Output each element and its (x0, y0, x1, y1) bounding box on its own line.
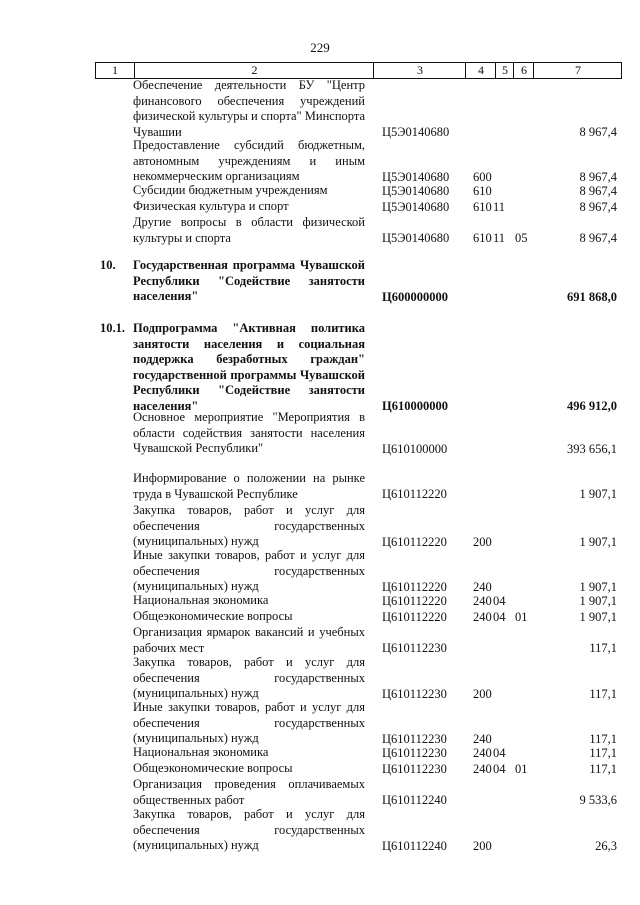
cell-kcsr: Ц610112230 (382, 745, 447, 760)
cell-kcsr: Ц610112220 (382, 579, 447, 594)
cell-vr: 240 (473, 745, 492, 760)
cell-sum: 393 656,1 (567, 441, 617, 456)
cell-vr: 200 (473, 686, 492, 701)
cell-sum: 1 907,1 (579, 579, 617, 594)
cell-num: 10.1. (100, 321, 125, 335)
cell-kcsr: Ц610112220 (382, 609, 447, 624)
cell-name: Национальная экономика (133, 593, 269, 607)
cell-kcsr: Ц610112220 (382, 486, 447, 501)
cell-sum: 117,1 (589, 686, 617, 701)
cell-vr: 600 (473, 169, 492, 184)
cell-sum: 1 907,1 (579, 534, 617, 549)
cell-sum: 1 907,1 (579, 486, 617, 501)
cell-name: Основное мероприятие "Мероприятия в области содействия занятости населения Чувашской Республики" (133, 410, 365, 455)
header-col-6: 6 (513, 63, 534, 78)
cell-sum: 691 868,0 (567, 289, 617, 304)
cell-kcsr: Ц610112230 (382, 640, 447, 655)
table-header (95, 62, 622, 79)
cell-name: Физическая культура и спорт (133, 199, 289, 213)
cell-kcsr: Ц600000000 (382, 289, 448, 304)
cell-sum: 1 907,1 (579, 593, 617, 608)
cell-name: Иные закупки товаров, работ и услуг для обеспечения государственных (муниципальных) нужд (133, 700, 365, 745)
cell-kcsr: Ц5Э0140680 (382, 199, 450, 214)
header-col-2: 2 (134, 63, 374, 78)
cell-vr: 610 (473, 183, 492, 198)
cell-vr: 240 (473, 579, 492, 594)
cell-sum: 117,1 (589, 761, 617, 776)
cell-sum: 26,3 (595, 838, 617, 853)
cell-vr: 610 (473, 199, 492, 214)
header-col-1: 1 (112, 63, 118, 77)
cell-kcsr: Ц610112240 (382, 792, 447, 807)
cell-kcsr: Ц610112230 (382, 761, 447, 776)
cell-rz: 11 (493, 199, 506, 214)
cell-rz: 11 (493, 230, 506, 245)
cell-vr: 200 (473, 534, 492, 549)
cell-vr: 200 (473, 838, 492, 853)
cell-sum: 117,1 (589, 640, 617, 655)
cell-rz: 04 (493, 745, 506, 760)
cell-pr: 01 (515, 761, 528, 776)
cell-kcsr: Ц5Э0140680 (382, 230, 450, 245)
cell-name: Организация ярмарок вакансий и учебных рабочих мест (133, 625, 365, 655)
cell-name: Государственная программа Чувашской Республики "Содействие занятости населения" (133, 258, 365, 303)
cell-rz: 04 (493, 761, 506, 776)
cell-vr: 610 (473, 230, 492, 245)
cell-name: Другие вопросы в области физической культуры и спорта (133, 215, 365, 245)
cell-name: Национальная экономика (133, 745, 269, 759)
page-number: 229 (310, 40, 330, 55)
cell-pr: 01 (515, 609, 528, 624)
cell-sum: 117,1 (589, 745, 617, 760)
cell-name: Предоставление субсидий бюджетным, автономным учреждениям и иным некоммерческим организациям (133, 138, 365, 183)
cell-vr: 240 (473, 731, 492, 746)
cell-sum: 1 907,1 (579, 609, 617, 624)
cell-sum: 8 967,4 (579, 183, 617, 198)
cell-kcsr: Ц610112230 (382, 731, 447, 746)
cell-sum: 8 967,4 (579, 169, 617, 184)
cell-vr: 240 (473, 761, 492, 776)
cell-name: Общеэкономические вопросы (133, 761, 293, 775)
cell-kcsr: Ц610112230 (382, 686, 447, 701)
cell-name: Организация проведения оплачиваемых общественных работ (133, 777, 365, 807)
cell-kcsr: Ц610112220 (382, 593, 447, 608)
header-col-7: 7 (533, 63, 622, 78)
header-col-4: 4 (465, 63, 496, 78)
cell-name: Информирование о положении на рынке труда в Чувашской Республике (133, 471, 365, 501)
cell-sum: 117,1 (589, 731, 617, 746)
cell-kcsr: Ц5Э0140680 (382, 169, 450, 184)
cell-name: Закупка товаров, работ и услуг для обеспечения государственных (муниципальных) нужд (133, 503, 365, 548)
cell-num: 10. (100, 258, 116, 272)
cell-kcsr: Ц5Э0140680 (382, 183, 450, 198)
cell-kcsr: Ц610112240 (382, 838, 447, 853)
cell-sum: 8 967,4 (579, 124, 617, 139)
cell-name: Закупка товаров, работ и услуг для обеспечения государственных (муниципальных) нужд (133, 655, 365, 700)
cell-name: Субсидии бюджетным учреждениям (133, 183, 328, 197)
cell-kcsr: Ц5Э0140680 (382, 124, 450, 139)
cell-name: Подпрограмма "Активная политика занятости населения и социальная поддержка безработных граждан" государственной программы Чувашской Республики "Содействие занятости населения" (133, 321, 365, 413)
cell-sum: 9 533,6 (579, 792, 617, 807)
cell-rz: 04 (493, 609, 506, 624)
cell-kcsr: Ц610000000 (382, 398, 448, 413)
cell-sum: 8 967,4 (579, 230, 617, 245)
cell-name: Общеэкономические вопросы (133, 609, 293, 623)
cell-pr: 05 (515, 230, 528, 245)
cell-name: Иные закупки товаров, работ и услуг для обеспечения государственных (муниципальных) нужд (133, 548, 365, 593)
cell-rz: 04 (493, 593, 506, 608)
cell-sum: 8 967,4 (579, 199, 617, 214)
cell-kcsr: Ц610100000 (382, 441, 448, 456)
cell-vr: 240 (473, 593, 492, 608)
cell-kcsr: Ц610112220 (382, 534, 447, 549)
header-col-3: 3 (373, 63, 466, 78)
cell-name: Закупка товаров, работ и услуг для обеспечения государственных (муниципальных) нужд (133, 807, 365, 852)
cell-sum: 496 912,0 (567, 398, 617, 413)
cell-vr: 240 (473, 609, 492, 624)
cell-name: Обеспечение деятельности БУ "Центр финансового обеспечения учреждений физической культуры и спорта" Минспорта Чувашии (133, 78, 366, 139)
header-col-5: 5 (495, 63, 514, 78)
